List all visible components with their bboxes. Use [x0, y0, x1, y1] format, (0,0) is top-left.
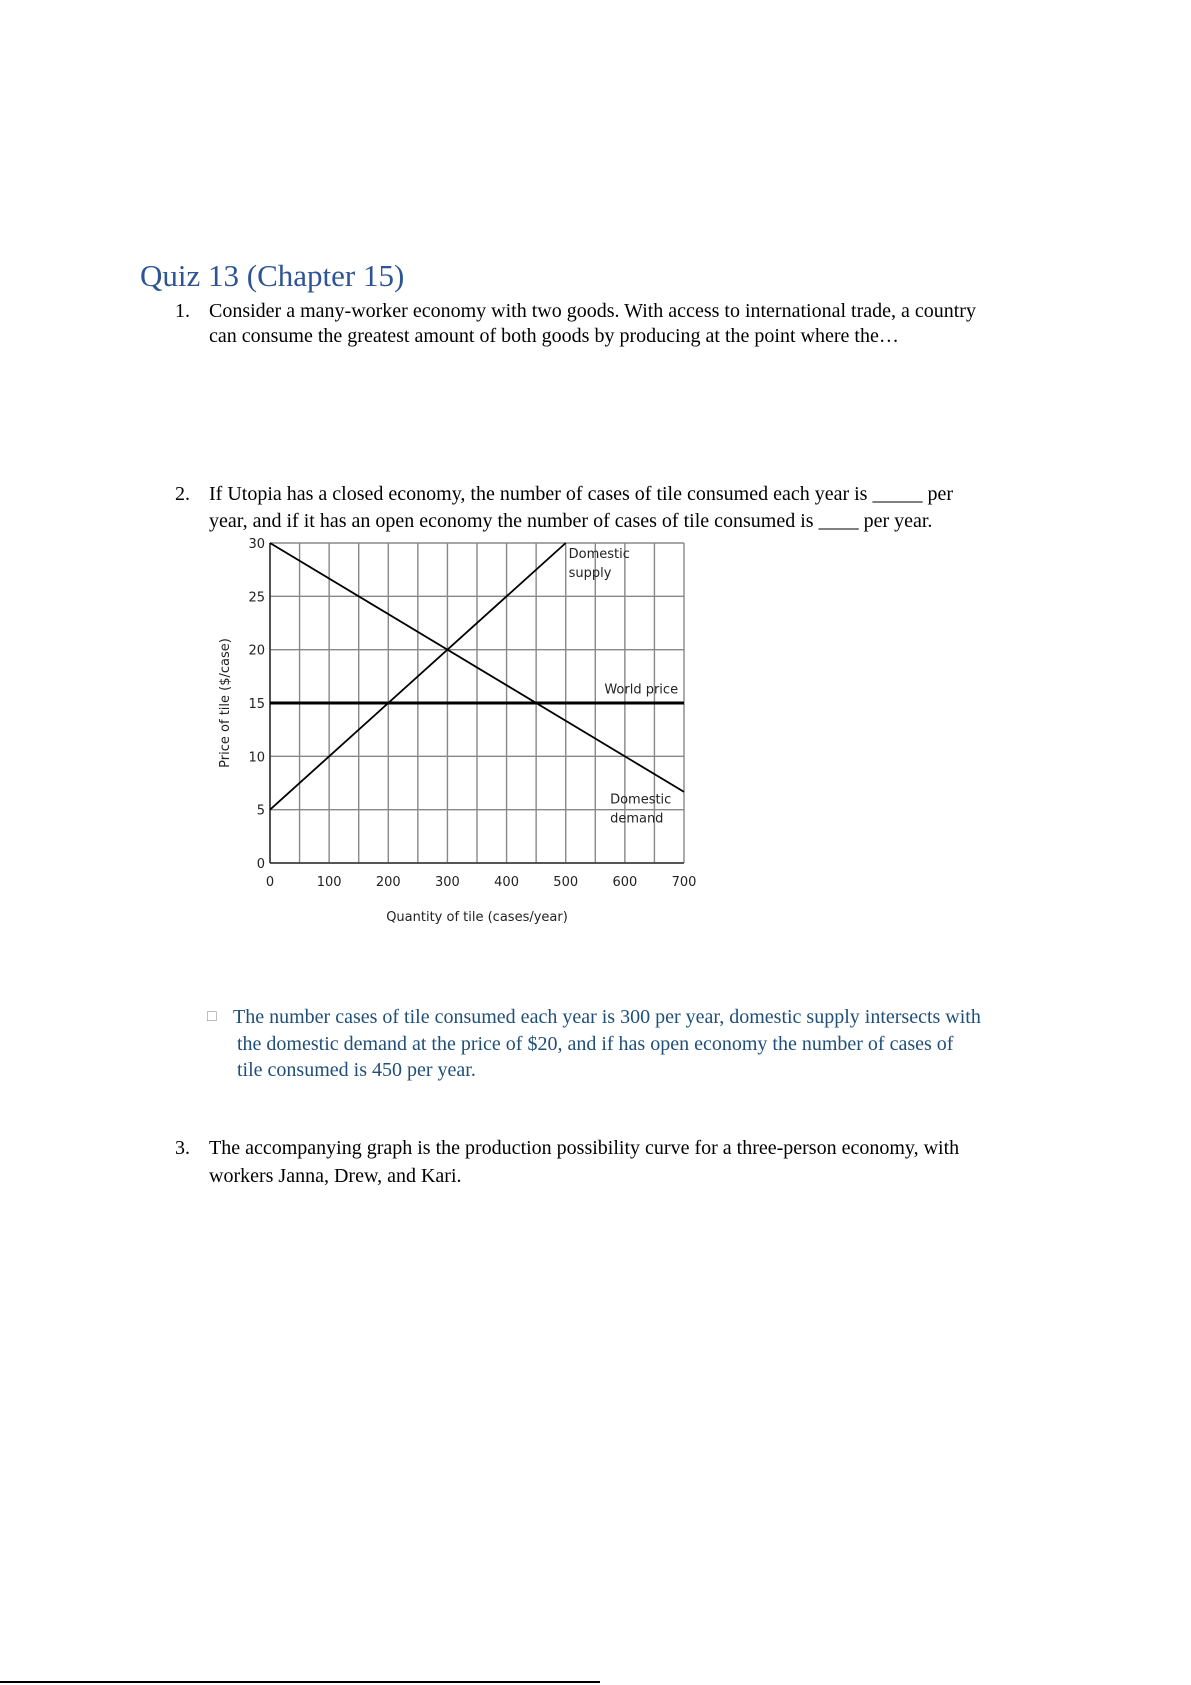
question-1-text: can consume the greatest amount of both goods by producing at the point where the… — [209, 325, 899, 347]
series-label: supply — [568, 565, 612, 581]
footer-rule — [0, 1681, 600, 1683]
quiz-title: Quiz 13 (Chapter 15) — [140, 258, 405, 293]
question-3-text: The accompanying graph is the production possibility curve for a three-person economy, with — [209, 1137, 960, 1159]
y-tick-label: 20 — [248, 643, 265, 659]
question-2-number: 2. — [175, 483, 190, 505]
y-tick-label: 0 — [256, 857, 265, 872]
answer-text: the domestic demand at the price of $20, and if has open economy the number of cases of — [237, 1033, 954, 1055]
x-tick-label: 300 — [435, 875, 460, 890]
y-tick-label: 5 — [256, 803, 265, 819]
y-tick-label: 25 — [248, 590, 265, 606]
answer-text: tile consumed is 450 per year. — [237, 1059, 476, 1081]
question-1-text: Consider a many-worker economy with two goods. With access to international trade, a country — [209, 300, 976, 322]
x-tick-label: 200 — [375, 875, 401, 890]
supply-demand-chart — [200, 530, 760, 950]
y-tick-label: 15 — [248, 697, 265, 712]
x-tick-label: 600 — [612, 875, 638, 890]
x-tick-label: 700 — [671, 875, 697, 890]
x-axis-label: Quantity of tile (cases/year) — [386, 910, 568, 925]
y-tick-label: 10 — [248, 750, 265, 766]
answer-text: The number cases of tile consumed each year is 300 per year, domestic supply intersects with — [233, 1006, 981, 1028]
question-1-number: 1. — [175, 300, 190, 322]
series-label: Domestic — [568, 546, 630, 562]
x-tick-label: 100 — [316, 875, 342, 890]
series-label: Domestic — [610, 792, 672, 808]
question-2-text: year, and if it has an open economy the number of cases of tile consumed is ____ per year. — [209, 510, 933, 532]
x-tick-label: 400 — [494, 875, 519, 890]
series-label: World price — [604, 682, 679, 698]
question-3-text: workers Janna, Drew, and Kari. — [209, 1165, 462, 1187]
question-3-number: 3. — [175, 1137, 190, 1159]
x-tick-label: 500 — [553, 875, 579, 890]
answer-bullet-icon: □ — [207, 1008, 217, 1025]
y-axis-label: Price of tile ($/case) — [218, 638, 233, 768]
y-tick-label: 30 — [248, 537, 265, 552]
x-tick-label: 0 — [265, 875, 275, 890]
chart-ticks — [248, 537, 696, 890]
series-label: demand — [610, 811, 664, 827]
question-2-text: If Utopia has a closed economy, the number of cases of tile consumed each year is _____ per — [209, 483, 954, 505]
